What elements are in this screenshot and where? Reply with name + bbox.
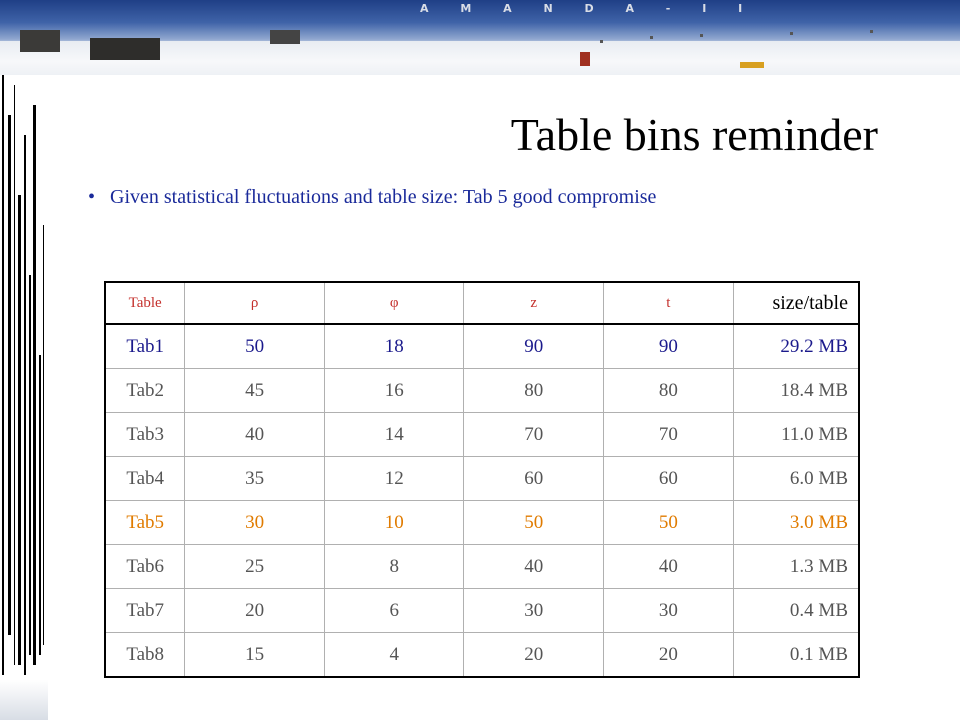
- table-row-highlighted: [105, 501, 859, 545]
- table-cell: 35: [185, 457, 325, 501]
- table-cell: 16: [324, 369, 464, 413]
- table-cell: 18: [324, 324, 464, 369]
- table-cell: Tab5: [105, 501, 185, 545]
- table-row: [105, 633, 859, 678]
- decorative-barcode-strip: [0, 75, 48, 720]
- table-cell: 50: [604, 501, 734, 545]
- table-row: [105, 457, 859, 501]
- table-cell: Tab4: [105, 457, 185, 501]
- table-row: [105, 369, 859, 413]
- table-cell: 1.3 MB: [733, 545, 859, 589]
- table-cell: 6: [324, 589, 464, 633]
- table-cell: 4: [324, 633, 464, 678]
- table-cell: 0.1 MB: [733, 633, 859, 678]
- table-cell: 20: [185, 589, 325, 633]
- bullet-item: [88, 186, 656, 209]
- table-cell: 25: [185, 545, 325, 589]
- table-cell: 0.4 MB: [733, 589, 859, 633]
- table-cell: 20: [604, 633, 734, 678]
- table-cell: 90: [464, 324, 604, 369]
- building-shape: [90, 38, 160, 60]
- building-shape: [270, 30, 300, 44]
- table-cell: 14: [324, 413, 464, 457]
- banner-sign-text: A M A N D A - I I: [420, 2, 757, 15]
- header-size: size/table: [733, 282, 859, 324]
- table-cell: 80: [604, 369, 734, 413]
- sled-shape: [740, 62, 764, 68]
- marker-dot: [790, 32, 793, 35]
- table-cell: 15: [185, 633, 325, 678]
- marker-dot: [650, 36, 653, 39]
- table-cell: 8: [324, 545, 464, 589]
- table-cell: 40: [604, 545, 734, 589]
- table-cell: 30: [185, 501, 325, 545]
- table-row: [105, 545, 859, 589]
- marker-dot: [600, 40, 603, 43]
- table-cell: 18.4 MB: [733, 369, 859, 413]
- table-cell: 11.0 MB: [733, 413, 859, 457]
- table-cell: 30: [604, 589, 734, 633]
- table-cell: 60: [604, 457, 734, 501]
- header-rho: ρ: [185, 282, 325, 324]
- table-cell: 60: [464, 457, 604, 501]
- header-banner-photo: [0, 0, 960, 75]
- header-t: t: [604, 282, 734, 324]
- table-cell: 10: [324, 501, 464, 545]
- header-phi: φ: [324, 282, 464, 324]
- table-cell: Tab6: [105, 545, 185, 589]
- table-cell: 80: [464, 369, 604, 413]
- table-row: [105, 413, 859, 457]
- table-cell: 45: [185, 369, 325, 413]
- table-cell: Tab8: [105, 633, 185, 678]
- building-shape: [20, 30, 60, 52]
- header-table: Table: [105, 282, 185, 324]
- table-bins: [104, 281, 860, 678]
- table-cell: 6.0 MB: [733, 457, 859, 501]
- table-cell: 20: [464, 633, 604, 678]
- table-cell: 40: [185, 413, 325, 457]
- table-cell: 50: [464, 501, 604, 545]
- table-cell: 30: [464, 589, 604, 633]
- marker-dot: [870, 30, 873, 33]
- table-cell: 70: [604, 413, 734, 457]
- table-cell: Tab3: [105, 413, 185, 457]
- table-row: [105, 324, 859, 369]
- table-header-row: [105, 282, 859, 324]
- table-cell: 50: [185, 324, 325, 369]
- table-row: [105, 589, 859, 633]
- bullet-text: Given statistical fluctuations and table size: Tab 5 good compromise: [110, 186, 657, 208]
- table-cell: 12: [324, 457, 464, 501]
- table-cell: Tab1: [105, 324, 185, 369]
- vehicle-shape: [580, 52, 590, 66]
- table-cell: Tab7: [105, 589, 185, 633]
- table-cell: 70: [464, 413, 604, 457]
- bullet-dot-icon: •: [88, 186, 96, 208]
- table-cell: Tab2: [105, 369, 185, 413]
- marker-dot: [700, 34, 703, 37]
- slide-title: Table bins reminder: [510, 109, 878, 160]
- table-cell: 40: [464, 545, 604, 589]
- table-cell: 29.2 MB: [733, 324, 859, 369]
- table-cell: 3.0 MB: [733, 501, 859, 545]
- header-z: z: [464, 282, 604, 324]
- table-cell: 90: [604, 324, 734, 369]
